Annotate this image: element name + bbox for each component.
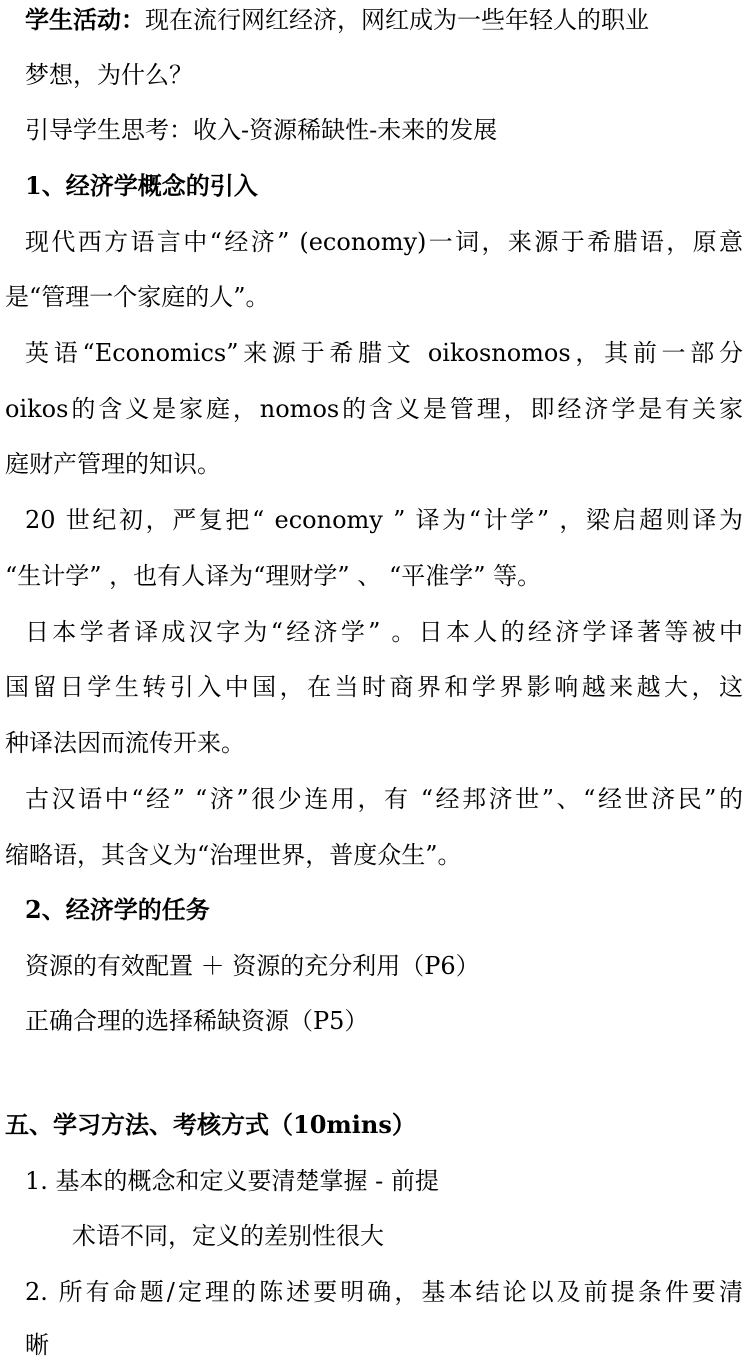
para2-line-1: 英语“Economics”来源于希腊文 oikosnomos，其前一部分 [25, 339, 743, 367]
para2-line-3: 庭财产管理的知识。 [5, 450, 221, 478]
para5-line-2: 缩略语，其含义为“治理世界，普度众生”。 [5, 841, 462, 869]
para1-line-1: 现代西方语言中“经济” (economy)一词，来源于希腊语，原意 [25, 228, 743, 256]
para1-line-2: 是“管理一个家庭的人”。 [5, 283, 270, 311]
section5-item-1: 1. 基本的概念和定义要清楚掌握 - 前提 [25, 1167, 439, 1195]
para5-line-1: 古汉语中“经” “济”很少连用，有 “经邦济世”、“经世济民”的 [25, 785, 743, 813]
section2-heading: 2、经济学的任务 [25, 895, 210, 924]
guide-line: 引导学生思考：收入-资源稀缺性-未来的发展 [25, 116, 498, 144]
para4-line-3: 种译法因而流传开来。 [5, 729, 245, 757]
para2-line-2: oikos的含义是家庭，nomos的含义是管理，即经济学是有关家 [5, 395, 743, 423]
section5-item-1-sub: 术语不同，定义的差别性很大 [72, 1222, 384, 1250]
activity-line-2: 梦想，为什么？ [25, 61, 193, 89]
para4-line-1: 日本学者译成汉字为“经济学” 。日本人的经济学译著等被中 [25, 618, 743, 646]
section5-heading: 五、学习方法、考核方式（10mins） [5, 1110, 416, 1139]
activity-line-1 [25, 2, 743, 38]
section5-item-2-line-2: 晰 [25, 1331, 49, 1359]
para3-line-1: 20 世纪初，严复把“ economy ” 译为“计学” ，梁启超则译为 [25, 506, 743, 534]
para4-line-2: 国留日学生转引入中国，在当时商界和学界影响越来越大，这 [5, 673, 743, 701]
section2-line-1: 资源的有效配置 ＋ 资源的充分利用（P6） [25, 952, 480, 980]
para3-line-2: “生计学” ，也有人译为“理财学” 、 “平准学” 等。 [5, 562, 542, 590]
section2-line-2: 正确合理的选择稀缺资源（P5） [25, 1007, 369, 1035]
activity-text: 现在流行网红经济，网红成为一些年轻人的职业 [145, 6, 649, 34]
activity-label: 学生活动： [25, 5, 145, 34]
section1-heading: 1、经济学概念的引入 [25, 171, 258, 200]
section5-item-2-line-1: 2. 所有命题/定理的陈述要明确，基本结论以及前提条件要清 [25, 1278, 743, 1306]
